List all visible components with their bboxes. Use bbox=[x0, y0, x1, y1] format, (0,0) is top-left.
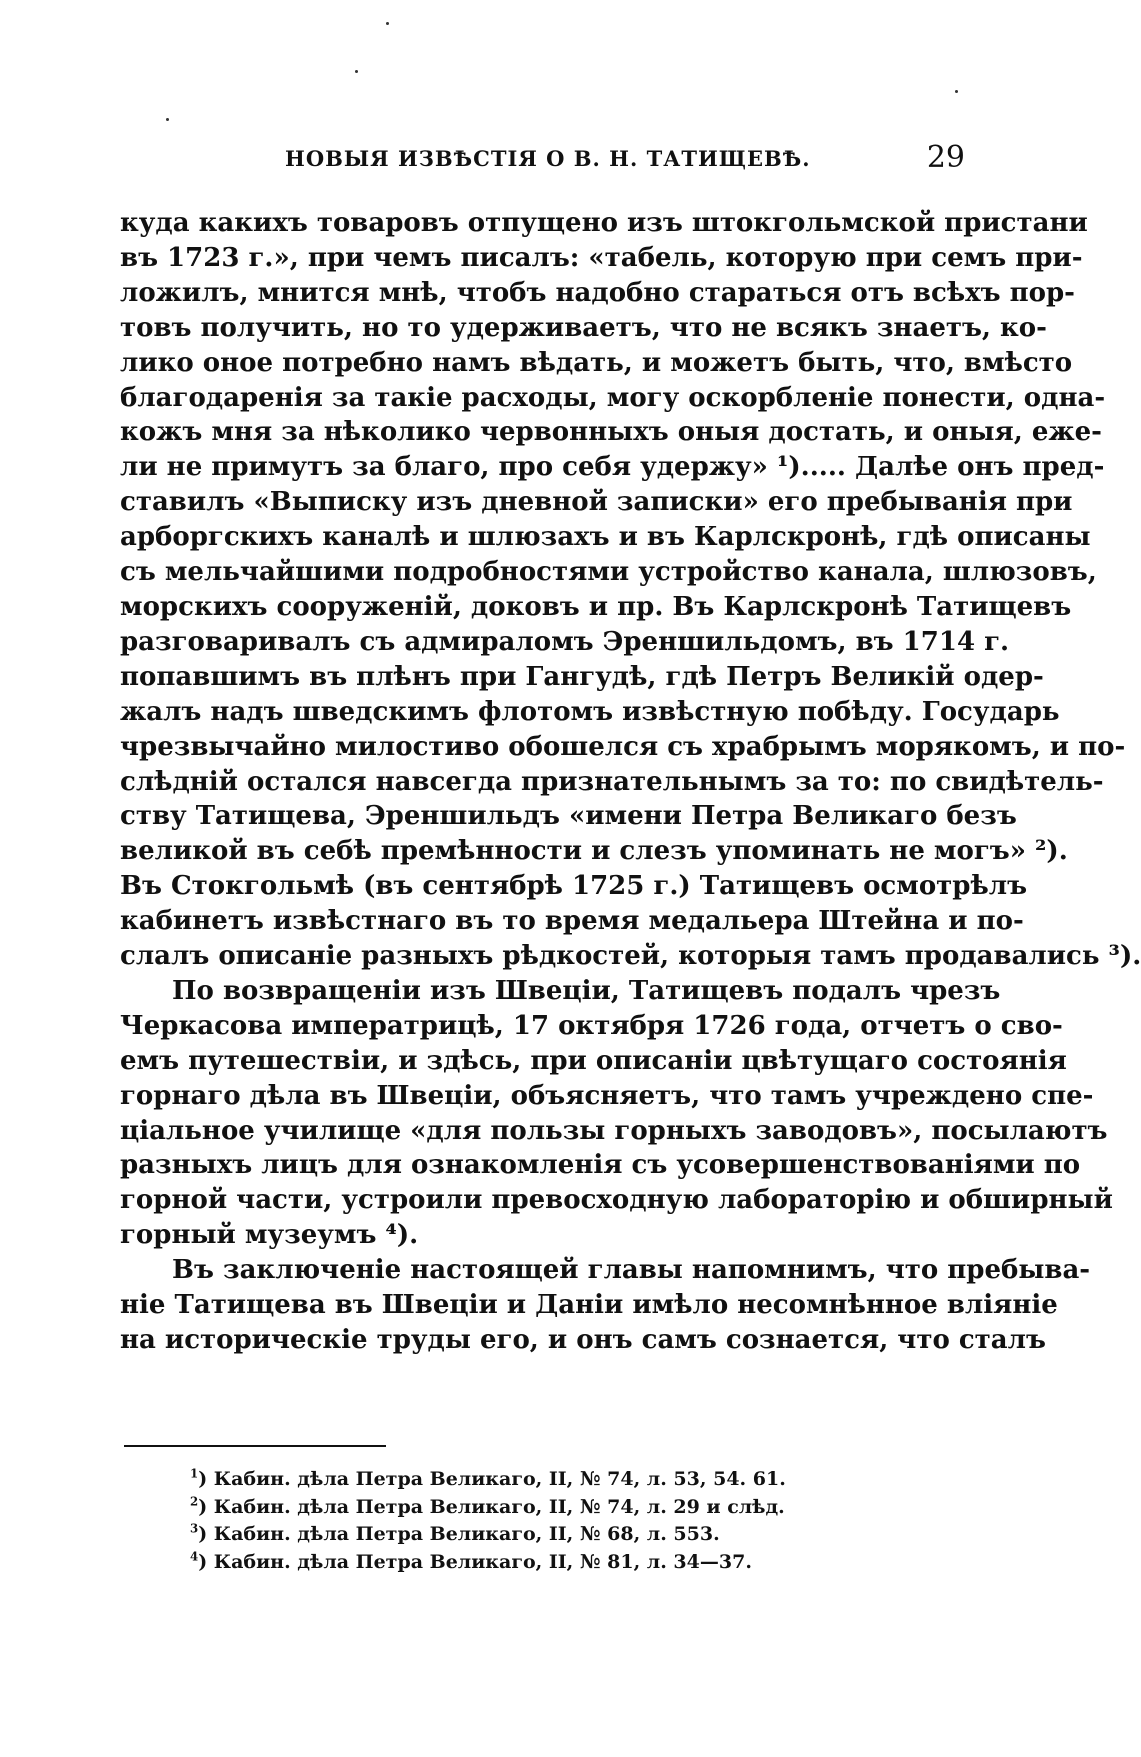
text-line: Въ заключеніе настоящей главы напомнимъ, что пребыва- bbox=[172, 1255, 1091, 1286]
footnote-text: Кабин. дѣла Петра Великаго, II, № 81, л. 34—37. bbox=[213, 1550, 752, 1573]
footnote-3: $^3$) Кабин. дѣла Петра Великаго, II, № 68, л. 553. bbox=[190, 1521, 720, 1545]
text-line: Въ Стокгольмѣ (въ сентябрѣ 1725 г.) Татищевъ осмотрѣлъ bbox=[120, 871, 1028, 902]
paragraph-1 bbox=[120, 206, 1141, 974]
footnote-text: Кабин. дѣла Петра Великаго, II, № 74, л. 29 и слѣд. bbox=[213, 1495, 785, 1518]
text-line: ціальное училище «для пользы горныхъ заводовъ», посылаютъ bbox=[120, 1115, 1108, 1146]
text-line: куда какихъ товаровъ отпущено изъ штокгольмской пристани bbox=[120, 208, 1088, 238]
text-line: морскихъ сооруженій, доковъ и пр. Въ Карлскронѣ Татищевъ bbox=[120, 591, 1072, 622]
body-text bbox=[120, 206, 1141, 1358]
print-speck bbox=[386, 22, 389, 25]
text-line: ставилъ «Выписку изъ дневной записки» его пребыванія при bbox=[120, 487, 1073, 518]
text-line: емъ путешествіи, и здѣсь, при описаніи цвѣтущаго состоянія bbox=[120, 1045, 1067, 1076]
page-header bbox=[120, 140, 965, 180]
footnote-text: Кабин. дѣла Петра Великаго, II, № 74, л. 53, 54. 61. bbox=[213, 1468, 786, 1490]
text-line: благодаренія за такіе расходы, могу оскорбленіе понести, одна- bbox=[120, 382, 1106, 413]
text-line: попавшимъ въ плѣнъ при Гангудѣ, гдѣ Петръ Великій одер- bbox=[120, 661, 1044, 692]
text-line: слѣдній остался навсегда признательнымъ за то: по свидѣтель- bbox=[120, 766, 1104, 797]
footnote-mark: 2 bbox=[190, 1494, 199, 1509]
text-line: Черкасова императрицѣ, 17 октября 1726 года, отчетъ о сво- bbox=[120, 1010, 1063, 1041]
text-line: кабинетъ извѣстнаго въ то время медальера Штейна и по- bbox=[120, 906, 1024, 937]
page-number: 29 bbox=[926, 140, 965, 175]
text-line: разговаривалъ съ адмираломъ Эреншильдомъ, въ 1714 г. bbox=[120, 626, 1010, 657]
footnote-2: $^2$) Кабин. дѣла Петра Великаго, II, № 74, л. 29 и слѣд. bbox=[190, 1494, 785, 1518]
text-line: лико оное потребно намъ вѣдать, и можетъ быть, что, вмѣсто bbox=[120, 347, 1073, 378]
text-line: ству Татищева, Эреншильдъ «имени Петра Великаго безъ bbox=[120, 801, 1017, 832]
footnote-mark: 1 bbox=[190, 1466, 199, 1481]
text-line: горной части, устроили превосходную лабораторію и обширный bbox=[120, 1185, 1113, 1216]
paragraph-2 bbox=[120, 974, 1113, 1253]
running-title: НОВЫЯ ИЗВѢСТІЯ О В. Н. ТАТИЩЕВѢ. bbox=[285, 146, 811, 171]
text-line: горнаго дѣла въ Швеціи, объясняетъ, что тамъ учреждено спе- bbox=[120, 1080, 1094, 1111]
text-line: разныхъ лицъ для ознакомленія съ усовершенствованіями по bbox=[120, 1150, 1081, 1181]
paragraph-3 bbox=[120, 1253, 1091, 1358]
text-line: горный музеумъ ⁴). bbox=[120, 1220, 419, 1251]
text-line: жалъ надъ шведскимъ флотомъ извѣстную побѣду. Государь bbox=[120, 696, 1060, 727]
text-line: кожъ мня за нѣколико червонныхъ оныя достать, и оныя, еже- bbox=[120, 417, 1102, 448]
footnote-4: $^4$) Кабин. дѣла Петра Великаго, II, № 81, л. 34—37. bbox=[190, 1549, 752, 1573]
text-line: въ 1723 г.», при чемъ писалъ: «табель, которую при семъ при- bbox=[120, 242, 1083, 273]
text-line: слалъ описаніе разныхъ рѣдкостей, которыя тамъ продавались ³). bbox=[120, 941, 1141, 972]
print-speck bbox=[166, 118, 169, 121]
text-line: товъ получить, но то удерживаетъ, что не всякъ знаетъ, ко- bbox=[120, 312, 1047, 343]
print-speck bbox=[955, 90, 958, 93]
text-line: на историческіе труды его, и онъ самъ сознается, что сталъ bbox=[120, 1325, 1046, 1355]
footnote-divider bbox=[124, 1445, 386, 1447]
text-line: чрезвычайно милостиво обошелся съ храбрымъ морякомъ, и по- bbox=[120, 731, 1126, 762]
footnote-text: Кабин. дѣла Петра Великаго, II, № 68, л. 553. bbox=[213, 1523, 720, 1545]
footnote-mark: 3 bbox=[190, 1521, 199, 1536]
text-line: ли не примутъ за благо, про себя удержу» ¹)..... Далѣе онъ пред- bbox=[120, 452, 1105, 483]
footnote-mark: 4 bbox=[190, 1549, 199, 1564]
print-speck bbox=[355, 70, 358, 73]
text-line: арборгскихъ каналѣ и шлюзахъ и въ Карлскронѣ, гдѣ описаны bbox=[120, 522, 1091, 553]
footnote-1: $^1$) Кабин. дѣла Петра Великаго, II, № 74, л. 53, 54. 61. bbox=[190, 1466, 786, 1490]
text-line: великой въ себѣ премѣнности и слезъ упоминать не могъ» ²). bbox=[120, 836, 1068, 867]
text-line: По возвращеніи изъ Швеціи, Татищевъ подалъ чрезъ bbox=[172, 975, 1001, 1006]
text-line: съ мельчайшими подробностями устройство канала, шлюзовъ, bbox=[120, 557, 1097, 588]
text-line: ніе Татищева въ Швеціи и Даніи имѣло несомнѣнное вліяніе bbox=[120, 1290, 1058, 1321]
footnotes bbox=[190, 1466, 890, 1576]
text-line: ложилъ, мнится мнѣ, чтобъ надобно стараться отъ всѣхъ пор- bbox=[120, 277, 1075, 308]
